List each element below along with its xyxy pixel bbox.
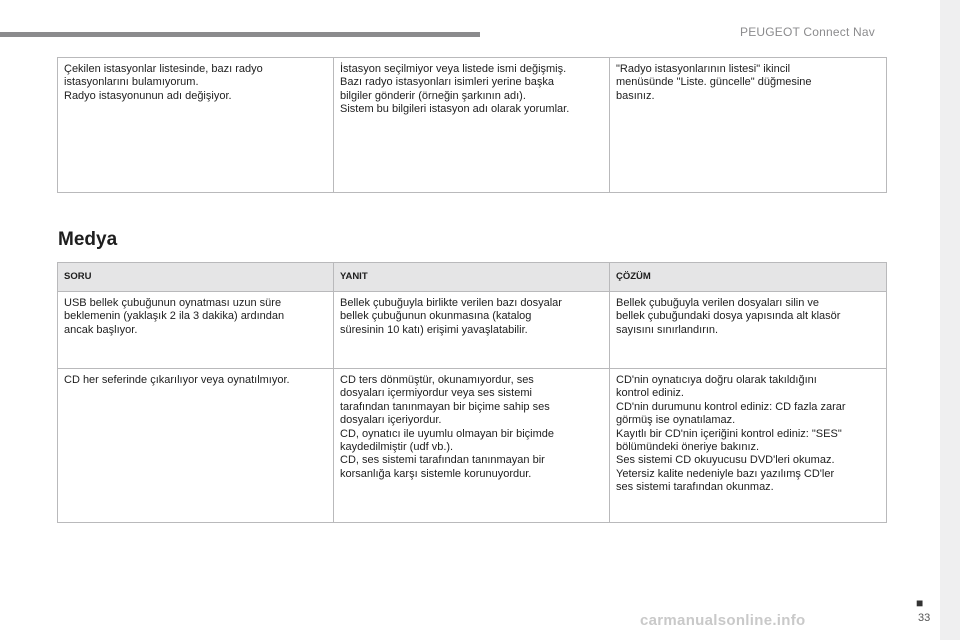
table-row xyxy=(58,58,887,193)
solution-cell: Bellek çubuğuyla verilen dosyaları silin ve bellek çubuğundaki dosya yapısında alt klasör sayısını sınırlandırın. xyxy=(610,292,887,369)
column-header-question: SORU xyxy=(58,263,334,292)
column-header-answer: YANIT xyxy=(334,263,610,292)
table-row xyxy=(58,369,887,523)
section-title: Medya xyxy=(58,229,118,250)
page-number: 33 xyxy=(918,612,931,624)
media-troubleshooting-table xyxy=(57,262,887,523)
watermark: carmanualsonline.info xyxy=(640,612,806,629)
header-title: PEUGEOT Connect Nav xyxy=(740,25,875,39)
radio-troubleshooting-table xyxy=(57,57,887,193)
header-progress-bar xyxy=(0,32,480,37)
page-side-strip xyxy=(940,0,960,640)
question-cell: CD her seferinde çıkarılıyor veya oynatılmıyor. xyxy=(58,369,334,523)
solution-cell: CD'nin oynatıcıya doğru olarak takıldığını kontrol ediniz. CD'nin durumunu kontrol ediniz: CD fazla zarar görmüş ise oynatılamaz. Kayıtlı bir CD'nin içeriğini kontrol ediniz: "SES" bölümündeki öneriye bakınız. Ses sistemi CD okuyucusu DVD'leri okumaz. Yetersiz kalite nedeniyle bazı yazılımş CD'ler ses sistemi tarafından okunmaz. xyxy=(610,369,887,523)
table-row xyxy=(58,292,887,369)
answer-cell: Bellek çubuğuyla birlikte verilen bazı dosyalar bellek çubuğunun okunmasına (katalog süresinin 10 katı) erişimi yavaşlatabilir. xyxy=(334,292,610,369)
question-cell: Çekilen istasyonlar listesinde, bazı radyo istasyonlarını bulamıyorum. Radyo istasyonunun adı değişiyor. xyxy=(58,58,334,193)
solution-cell: "Radyo istasyonlarının listesi" ikincil menüsünde "Liste. güncelle" düğmesine basınız. xyxy=(610,58,887,193)
answer-cell: İstasyon seçilmiyor veya listede ismi değişmiş. Bazı radyo istasyonları isimleri yerine başka bilgiler gönderir (örneğin şarkının adı). Sistem bu bilgileri istasyon adı olarak yorumlar. xyxy=(334,58,610,193)
table-header-row xyxy=(58,263,887,292)
page-marker-icon: ■ xyxy=(916,596,924,610)
column-header-solution: ÇÖZÜM xyxy=(610,263,887,292)
question-cell: USB bellek çubuğunun oynatması uzun süre beklemenin (yaklaşık 2 ila 3 dakika) ardından ancak başlıyor. xyxy=(58,292,334,369)
answer-cell: CD ters dönmüştür, okunamıyordur, ses dosyaları içermiyordur veya ses sistemi tarafından tanınmayan bir biçime sahip ses dosyaları içeriyordur. CD, oynatıcı ile uyumlu olmayan bir biçimde kaydedilmiştir (udf vb.). CD, ses sistemi tarafından tanınmayan bir korsanlığa karşı sistemle korunuyordur. xyxy=(334,369,610,523)
